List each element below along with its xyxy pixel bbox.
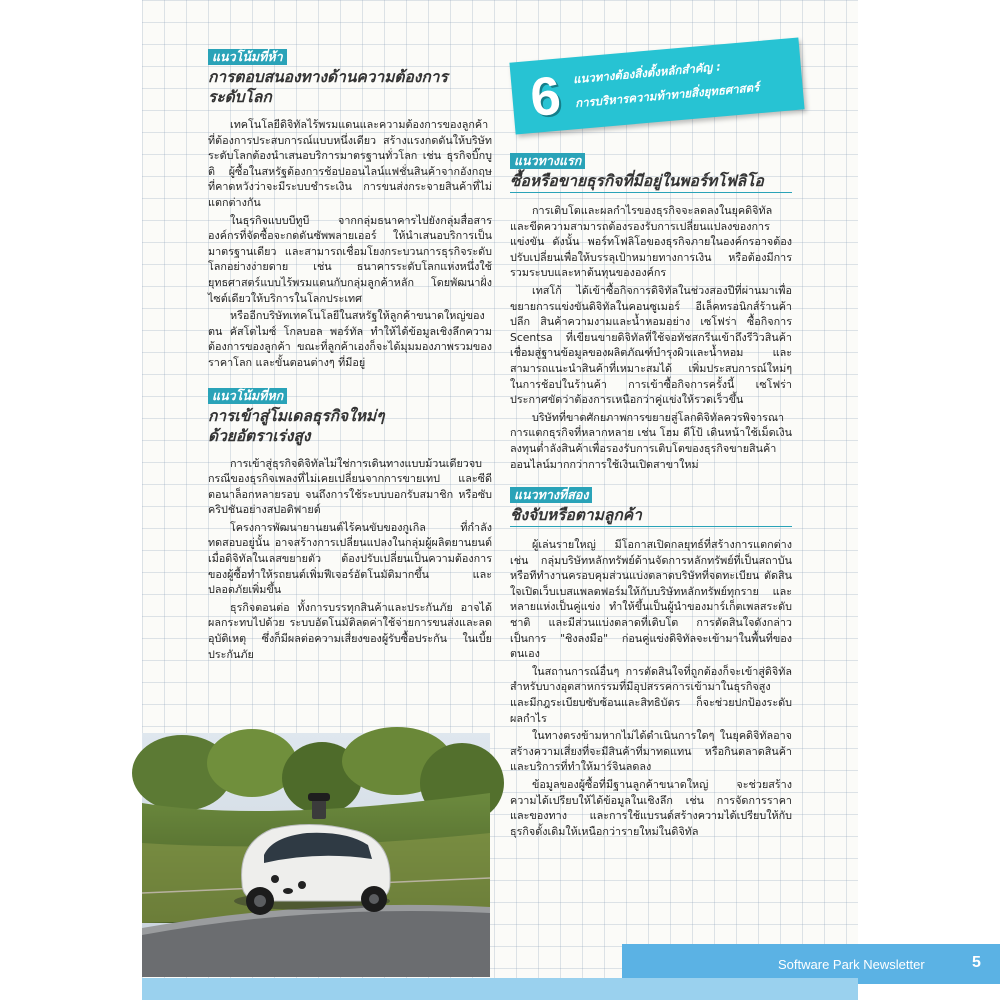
section-label: แนวโน้มที่หก	[208, 388, 287, 404]
section-label: แนวทางที่สอง	[510, 487, 592, 503]
self-driving-car-photo	[142, 733, 490, 977]
section-body	[510, 537, 792, 839]
paragraph: ในสถานการณ์อื่นๆ การตัดสินใจที่ถูกต้องก็จะเข้าสู่ดิจิทัล สำหรับบางอุตสาหกรรมที่มีอุปสรรคการเข้ามาในธุรกิจสูง และมีกฎระเบียบซับซ้อนและสิทธิบัตร ก็จะช่วยปกป้องระดับผลกำไร	[510, 664, 792, 725]
section-title: ชิงจับหรือตามลูกค้า	[510, 505, 792, 527]
section-approach-two	[510, 484, 792, 839]
section-title	[208, 67, 492, 107]
paragraph: ข้อมูลของผู้ซื้อที่มีฐานลูกค้าขนาดใหญ่ จะช่วยสร้างความได้เปรียบให้ได้ข้อมูลในเชิงลึก เช่น การจัดการราคาและของทาง และการใช้แบรนด์สร้างความได้เปรียบให้กับธุรกิจดั้งเดิมให้เหนือกว่ารายใหม่ในดิจิทัล	[510, 778, 792, 838]
paragraph: ในทางตรงข้ามหากไม่ได้ดำเนินการใดๆ ในยุคดิจิทัลอาจสร้างความเสี่ยงที่จะมีสินค้าที่มาทดแทน หรือกินตลาดสินค้าและบริการที่ทำให้มาร์จินลดลง	[510, 729, 792, 774]
paragraph: ในธุรกิจแบบบีทูบี จากกลุ่มธนาคารไปยังกลุ่มสื่อสาร องค์กรที่จัดซื้อจะกดดันซัพพลายเออร์ ให้นำเสนอบริการเป็นมาตรฐานเดียว และสามารถเชื่อมโยงกระบวนการธุรกิจระดับโลกอย่างง่ายดาย เช่น ธนาคารระดับโลกแห่งหนึ่งใช้ยุทธศาสตร์แบบไร้พรมแดนกับกลุ่มลูกค้าหลัก โดยพัฒนาฝั่งไซต์เดียวให้บริการในโลกประเทศ	[208, 213, 492, 305]
left-column	[208, 46, 492, 664]
paragraph: ผู้เล่นรายใหญ่ มีโอกาสเปิดกลยุทธ์ที่สร้างการแตกต่าง เช่น กลุ่มบริษัทหลักทรัพย์ด้านจัดการหลักทรัพย์ที่เป็นสถาบันหรือทีทำงานครอบคุมส่วนแบ่งตลาดบริษัทที่จดทะเบียน ตัดสินใจเปิดเว็บเบสแพลตฟอร์มให้กับบริษัทหลักทรัพย์ทุกราย และหลายแห่งเป็นคู่แข่ง ทำให้ขึ้นเป็นผู้นำของมาร์เก็ตเพลสระดับชาติ และมีส่วนแบ่งตลาดที่เติบโต การตัดสินใจดังกล่าวเป็นการ "ชิงลงมือ" ก่อนคู่แข่งดิจิทัลจะเข้ามาในพื้นที่ของตนเอง	[510, 538, 792, 661]
badge-subheading: การบริหารความท้าทายสิ่งยุทธศาสตร์	[574, 80, 760, 111]
section-label: แนวโน้มที่ห้า	[208, 49, 287, 65]
paragraph: เทคโนโลยีดิจิทัลไร้พรมแดนและความต้องการของลูกค้าที่ต้องการประสบการณ์แบบหนึ่งเดียว สร้างแรงกดดันให้บริษัทระดับโลกต้องนำเสนอบริการมาตรฐานทั่วโลก เช่น ธุรกิจบิ๊กบูติ ผู้ซื้อในสหรัฐต้องการช้อปออนไลน์แฟชั่นสินค้าจากอังกฤษ ที่คาดหวังว่าจะมีระบบชำระเงิน การขนส่งกระจายสินค้าที่ไม่แตกต่างกัน	[208, 118, 492, 209]
section-approach-one	[510, 150, 792, 472]
paragraph: หรืออีกบริษัทเทคโนโลยีในสหรัฐให้ลูกค้าขนาดใหญ่ของตน คัสโตไมซ์ โกลบอล พอร์ทัล ทำให้ได้ข้อมูลเชิงลึกความต้องการของลูกค้า ขณะที่ลูกค้าเองก็จะได้มุมมองภาพรวมของราคาโลก และขั้นตอนต่างๆ ที่มีอยู่	[208, 309, 492, 369]
right-column	[510, 150, 792, 841]
section-title: ซื้อหรือขายธุรกิจที่มีอยู่ในพอร์ทโฟลิโอ	[510, 171, 792, 193]
section-title-line: ระดับโลก	[208, 88, 272, 106]
paragraph: ธุรกิจตอนต่อ ทั้งการบรรทุกสินค้าและประกันภัย อาจได้ผลกระทบไปด้วย ระบบอัตโนมัติลดค่าใช้จ่ายการขนส่งและลดอุบัติเหตุ ซึ่งก็มีผลต่อความเสี่ยงของผู้รับซื้อประกัน ในเบี้ยประกันภัย	[208, 600, 492, 661]
section-title	[208, 406, 492, 446]
section-body	[208, 456, 492, 663]
page-number: 5	[972, 954, 981, 971]
section-body	[208, 117, 492, 371]
section-title-line: การเข้าสู่โมเดลธุรกิจใหม่ๆ	[208, 406, 385, 425]
section-trend-six	[208, 385, 492, 663]
badge-heading: แนวทางต้องสิ่งตั้งหลักสำคัญ :	[572, 59, 722, 87]
newsletter-page	[142, 0, 981, 1000]
paragraph: การเข้าสู่ธุรกิจดิจิทัลไม่ใช่การเดินทางแบบม้วนเดียวจบ กรณีของธุรกิจเพลงที่ไม่เคยเปลี่ยนจากการขายเทป และซีดี ตอนาล็อกหลายรอบ จนถึงการใช้ระบบบอกรับสมาชิก หรือซับคริปชันอย่างสปอติฟายต์	[208, 456, 492, 517]
badge-number: 6	[527, 65, 564, 128]
paragraph: การเติบโตและผลกำไรของธุรกิจจะลดลงในยุคดิจิทัล และขีดความสามารถต้องรองรับการเปลี่ยนแปลงของการแข่งขัน ดังนั้น พอร์ทโฟลิโอของธุรกิจภายในองค์กรอาจต้องปรับเปลี่ยนเพื่อให้บรรลุเป้าหมายทางการเงิน หรือต้องมีการรวมระบบและหาต้นทุนขององค์กร	[510, 204, 792, 280]
car-illustration	[142, 733, 490, 977]
section-label: แนวทางแรก	[510, 153, 585, 169]
section-body	[510, 203, 792, 472]
newsletter-title: Software Park Newsletter	[778, 957, 925, 972]
paragraph: โครงการพัฒนายานยนต์ไร้คนขับของกูเกิล ที่กำลังทดสอบอยู่นั้น อาจสร้างการเปลี่ยนแปลงในกลุ่มผู้ผลิตยานยนต์ เมื่อดิจิทัลในเลสขยายตัว ต้องปรับเปลี่ยนเป็นความต้องการของผู้ซื้อทำให้รถยนต์เพิ่มฟีเจอร์อัตโนมัติมากขึ้น และปลอดภัยเพิ่มขึ้น	[208, 520, 492, 597]
paragraph: เทสโก้ ได้เข้าซื้อกิจการดิจิทัลในช่วงสองปีที่ผ่านมาเพื่อขยายการแข่งขันดิจิทัลในคอนซูเมอร์ อีเล็คทรอนิกส์ร้านค้าปลีก สินค้าความงามและน้ำหอมอย่าง เซโฟร่า ซื้อกิจการ Scentsa ที่เขียนขายดิจิทัลที่ใช้จอทัชสกรีนเข้าถึงรีวิวสินค้า เชื่อมสู่ฐานข้อมูลของผลิตภัณฑ์บำรุงผิวและน้ำหอม และสามารถแนะนำสินค้าที่เหมาะสมได้ เพิ่มประสบการณ์ใหม่ๆ ในการช้อปในร้านค้า การเข้าซื้อกิจการครั้งนี้ เซโฟร่า ประกาศขัดว่าต้องการเหนือกว่าคู่แข่งให้รวดเร็วขึ้น	[510, 283, 792, 407]
section-title-line: การตอบสนองทางด้านความต้องการ	[208, 68, 448, 86]
strategy-badge	[509, 37, 804, 134]
paragraph: บริษัทที่ขาดศักยภาพการขยายสู่โลกดิจิทัลควรพิจารณาการแตกธุรกิจที่หลากหลาย เช่น โฮม ดีโป้ เดินหน้าใช้เม็ดเงินลงทุนต่ำลังสินค้าเพื่อรองรับการเติบโตของธุรกิจขายสินค้าออนไลน์มากกว่าการใช้เงินเปิดสาขาใหม่	[510, 410, 792, 471]
section-title-line: ด้วยอัตราเร่งสูง	[208, 426, 311, 445]
section-trend-five	[208, 46, 492, 371]
bottom-strip	[142, 978, 858, 1000]
